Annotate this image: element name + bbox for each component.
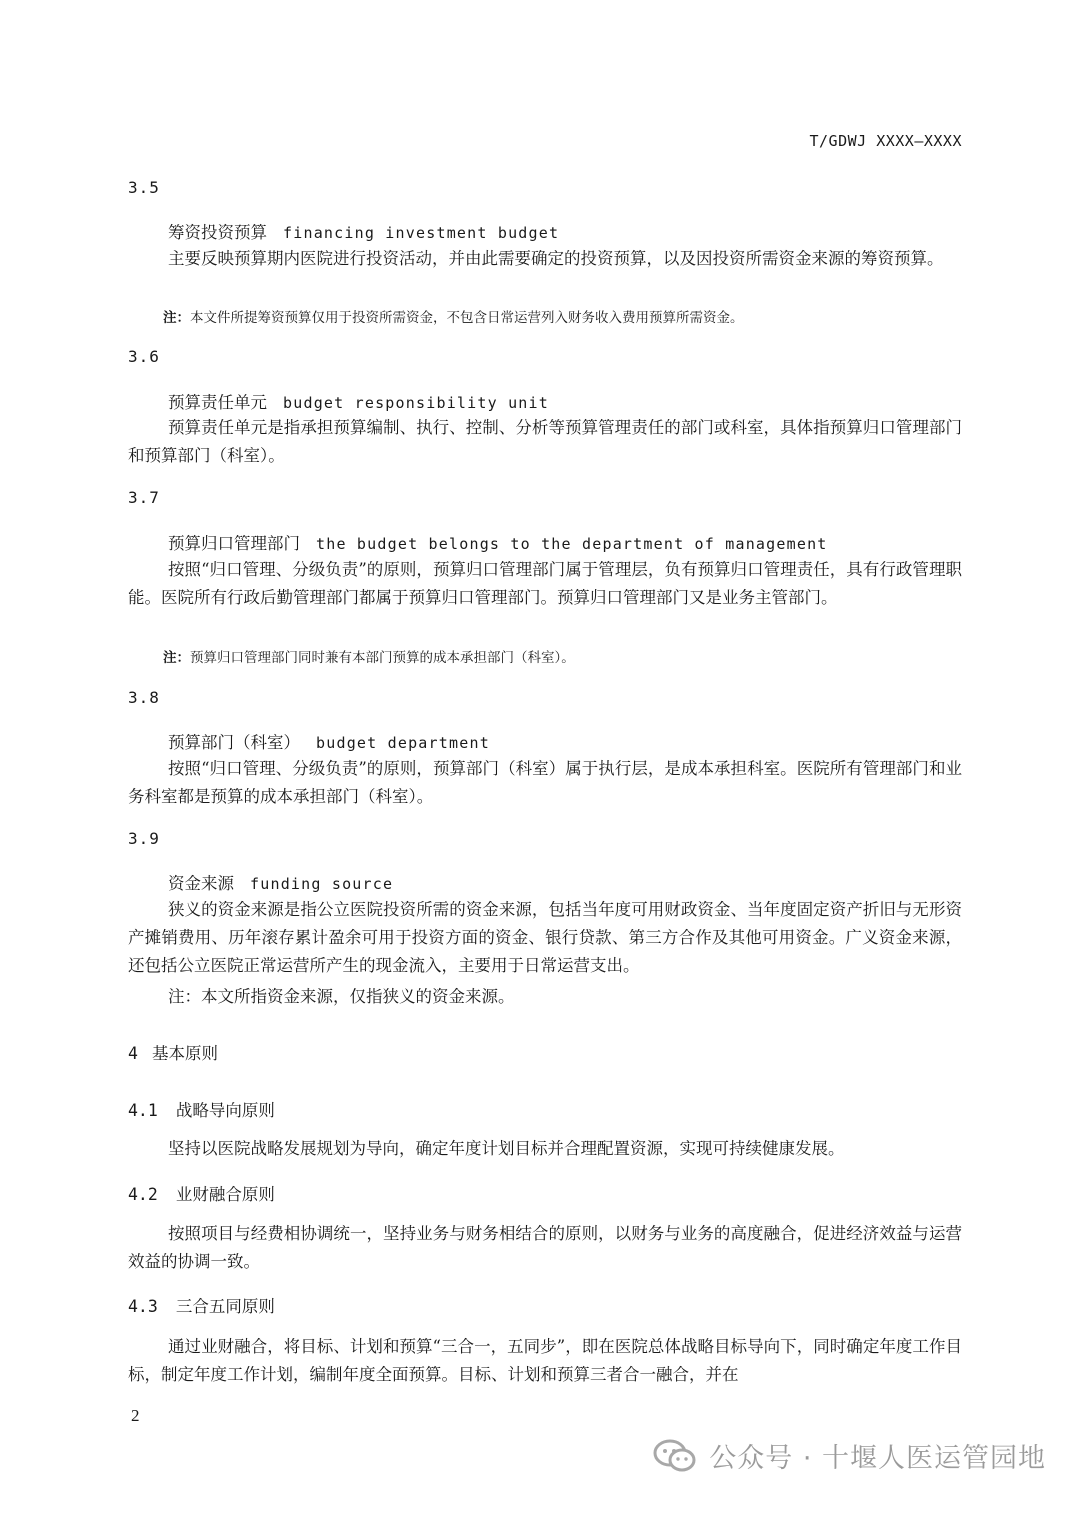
term-heading bbox=[168, 530, 828, 554]
section-number: 3.9 bbox=[128, 829, 160, 848]
document-code: T/GDWJ XXXX—XXXX bbox=[809, 132, 962, 150]
subsection-heading bbox=[128, 1097, 275, 1121]
term-english: financing investment budget bbox=[283, 224, 560, 242]
term-english: the budget belongs to the department of management bbox=[316, 535, 828, 553]
note bbox=[163, 306, 744, 326]
term-english: budget department bbox=[316, 734, 490, 752]
subsection-title: 三合五同原则 bbox=[175, 1297, 275, 1316]
term-chinese: 资金来源 bbox=[168, 874, 234, 893]
subsection-number: 4.3 bbox=[128, 1297, 158, 1316]
definition-paragraph: 按照“归口管理、分级负责”的原则，预算归口管理部门属于管理层，负有预算归口管理责任，具有行政管理职能。医院所有行政后勤管理部门都属于预算归口管理部门。预算归口管理部门又是业务主管部门。 bbox=[128, 560, 962, 607]
definition-paragraph: 主要反映预算期内医院进行投资活动，并由此需要确定的投资预算，以及因投资所需资金来源的筹资预算。 bbox=[168, 249, 944, 268]
term-english: funding source bbox=[250, 875, 394, 893]
subsection-title: 战略导向原则 bbox=[175, 1101, 275, 1120]
term-chinese: 预算责任单元 bbox=[168, 393, 267, 412]
chapter-title: 基本原则 bbox=[151, 1044, 218, 1063]
note-label: 注： bbox=[163, 310, 190, 326]
note-text: 本文件所提筹资预算仅用于投资所需资金，不包含日常运营列入财务收入费用预算所需资金。 bbox=[190, 310, 744, 326]
note bbox=[163, 646, 575, 666]
term-english: budget responsibility unit bbox=[283, 394, 549, 412]
chapter-heading bbox=[128, 1040, 218, 1064]
subsection-number: 4.1 bbox=[128, 1101, 158, 1120]
note-text: 预算归口管理部门同时兼有本部门预算的成本承担部门（科室）。 bbox=[190, 650, 575, 666]
definition-paragraph: 按照“归口管理、分级负责”的原则，预算部门（科室）属于执行层，是成本承担科室。医院所有管理部门和业务科室都是预算的成本承担部门（科室）。 bbox=[128, 759, 962, 806]
principle-paragraph: 通过业财融合，将目标、计划和预算“三合一，五同步”，即在医院总体战略目标导向下，同时确定年度工作目标，制定年度工作计划，编制年度全面预算。目标、计划和预算三者合一融合，并在 bbox=[128, 1337, 962, 1384]
section-number: 3.7 bbox=[128, 488, 160, 507]
subsection-title: 业财融合原则 bbox=[175, 1185, 275, 1204]
watermark-text: 公众号 · 十堰人医运管园地 bbox=[709, 1443, 1046, 1474]
section-number: 3.5 bbox=[128, 178, 160, 197]
section-number: 3.6 bbox=[128, 347, 160, 366]
term-chinese: 预算归口管理部门 bbox=[168, 534, 300, 553]
note: 注：本文所指资金来源，仅指狭义的资金来源。 bbox=[168, 987, 515, 1006]
page-number: 2 bbox=[131, 1406, 140, 1425]
principle-paragraph: 坚持以医院战略发展规划为导向，确定年度计划目标并合理配置资源，实现可持续健康发展。 bbox=[168, 1139, 845, 1158]
term-heading bbox=[168, 729, 490, 753]
wechat-icon bbox=[653, 1439, 697, 1473]
term-heading bbox=[168, 219, 559, 243]
subsection-heading bbox=[128, 1181, 275, 1205]
definition-paragraph: 预算责任单元是指承担预算编制、执行、控制、分析等预算管理责任的部门或科室，具体指预算归口管理部门和预算部门（科室）。 bbox=[128, 418, 962, 465]
subsection-heading bbox=[128, 1293, 275, 1317]
definition-paragraph: 狭义的资金来源是指公立医院投资所需的资金来源，包括当年度可用财政资金、当年度固定资产折旧与无形资产摊销费用、历年滚存累计盈余可用于投资方面的资金、银行贷款、第三方合作及其他可用资金。广义资金来源，还包括公立医院正常运营所产生的现金流入，主要用于日常运营支出。 bbox=[128, 900, 962, 975]
term-heading bbox=[168, 870, 393, 894]
principle-paragraph: 按照项目与经费相协调统一，坚持业务与财务相结合的原则，以财务与业务的高度融合，促进经济效益与运营效益的协调一致。 bbox=[128, 1224, 962, 1271]
term-chinese: 筹资投资预算 bbox=[168, 223, 267, 242]
term-heading bbox=[168, 389, 549, 413]
term-chinese: 预算部门（科室） bbox=[168, 733, 300, 752]
chapter-number: 4 bbox=[128, 1044, 138, 1063]
note-label: 注： bbox=[163, 650, 190, 666]
watermark bbox=[653, 1436, 1046, 1475]
subsection-number: 4.2 bbox=[128, 1185, 158, 1204]
section-number: 3.8 bbox=[128, 688, 160, 707]
